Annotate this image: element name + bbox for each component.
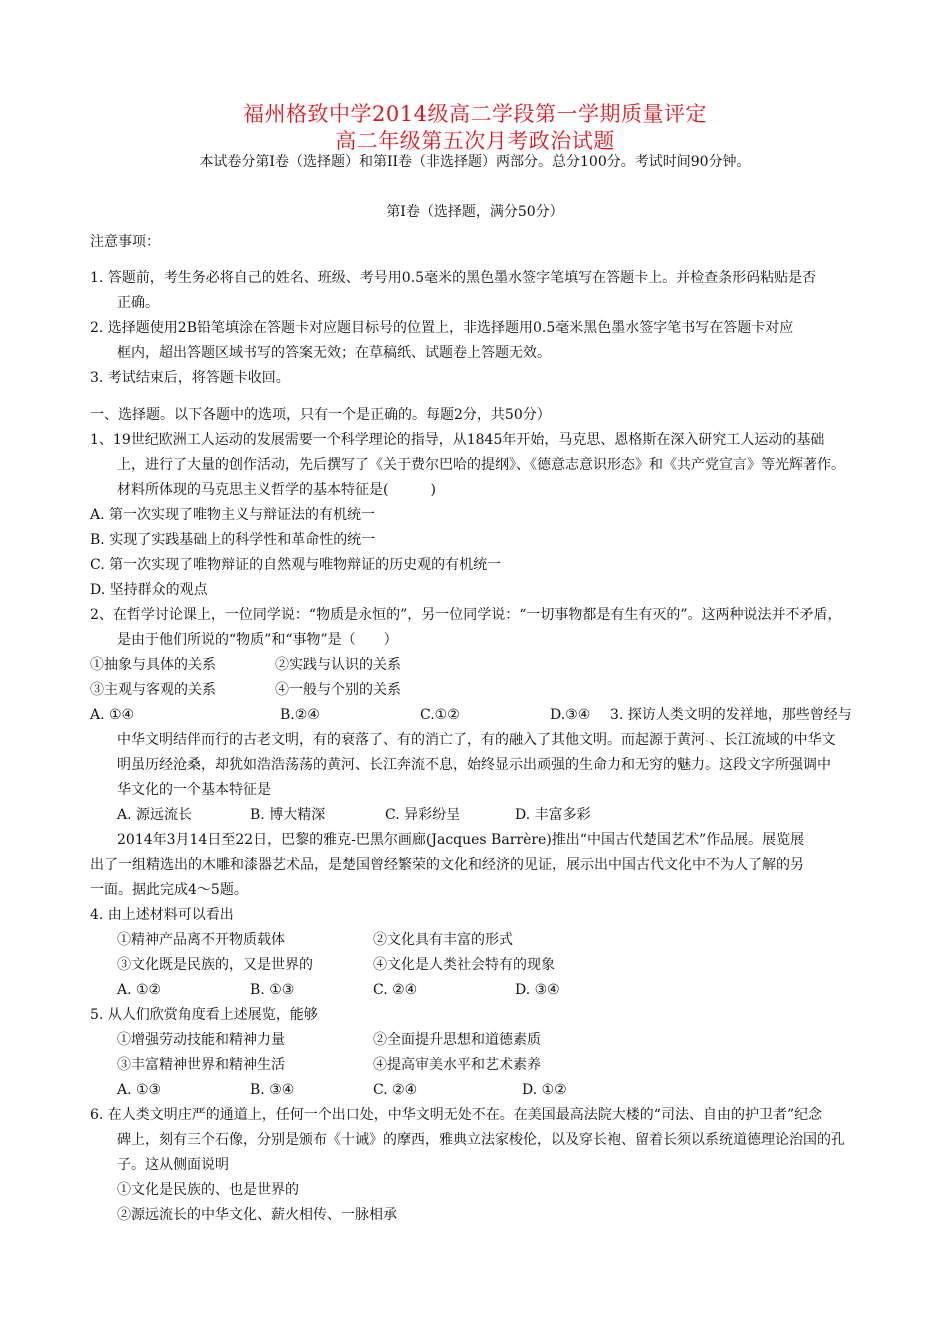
q4-item-4: ④文化是人类社会特有的现象 [373, 957, 555, 973]
exam-title-line1: 福州格致中学2014级高二学段第一学期质量评定 [243, 102, 707, 126]
q5-option-a: A. ①③ [117, 1082, 162, 1098]
q4-item-2: ②文化具有丰富的形式 [373, 932, 513, 948]
q5-option-b: B. ③④ [250, 1082, 295, 1098]
q6-item-1: ①文化是民族的、也是世界的 [117, 1182, 299, 1198]
note-1-line1: 1. 答题前，考生务必将自己的姓名、班级、考号用0.5毫米的黑色墨水签字笔填写在答题卡上。并检查条形码粘贴是否 [90, 270, 817, 286]
q2-line1: 2、在哲学讨论课上，一位同学说：“物质是永恒的”，另一位同学说：“一切事物都是有生有灭的”。这两种说法并不矛盾， [90, 607, 842, 623]
q3-option-d: D. 丰富多彩 [515, 807, 591, 823]
q6-line2: 碑上，刻有三个石像，分别是颁布《十诫》的摩西，雅典立法家梭伦，以及穿长袍、留着长须以系统道德理论治国的孔 [117, 1132, 845, 1148]
note-1-line2: 正确。 [117, 295, 159, 311]
q3-line2-text: 中华文明结伴而行的古老文明，有的衰落了、有的消亡了，有的融入了其他文明。而起源于黄河 [117, 732, 705, 748]
q5-item-2: ②全面提升思想和道德素质 [373, 1032, 541, 1048]
q5-stem: 5. 从人们欣赏角度看上述展览，能够 [90, 1007, 318, 1023]
q6-line1: 6. 在人类文明庄严的通道上，任何一个出口处，中华文明无处不在。在美国最高法院大楼的“司法、自由的护卫者”纪念 [90, 1107, 823, 1123]
q4-item-3: ③文化既是民族的，又是世界的 [117, 957, 313, 973]
q1-option-d: D. 坚持群众的观点 [90, 582, 208, 598]
q2-item-2: ②实践与认识的关系 [275, 657, 401, 673]
q2-item-1: ①抽象与具体的关系 [90, 657, 216, 673]
q2-option-c: C.①② [420, 707, 460, 723]
exam-title-line2: 高二年级第五次月考政治试题 [335, 129, 615, 153]
q2-option-d: D.③④ [550, 707, 591, 723]
q5-item-1: ①增强劳动技能和精神力量 [117, 1032, 285, 1048]
q2-item-4: ④一般与个别的关系 [275, 682, 401, 698]
q1-line2: 上，进行了大量的创作活动，先后撰写了《关于费尔巴哈的提纲》、《德意志意识形态》和《共产党宣言》等光辉著作。 [117, 457, 845, 473]
q2-line2: 是由于他们所说的“物质”和“事物”是（ ） [117, 632, 398, 648]
q4-option-a: A. ①② [117, 982, 162, 998]
q1-line1: 1、19世纪欧洲工人运动的发展需要一个科学理论的指导，从1845年开始，马克思、恩格斯在深入研究工人运动的基础 [90, 432, 825, 448]
q4-option-b: B. ①③ [250, 982, 295, 998]
q1-option-c: C. 第一次实现了唯物辩证的自然观与唯物辩证的历史观的有机统一 [90, 557, 502, 573]
q5-item-3: ③丰富精神世界和精神生活 [117, 1057, 285, 1073]
q4-option-c: C. ②④ [373, 982, 418, 998]
q2-option-a: A. ①④ [90, 707, 135, 723]
q5-option-c: C. ②④ [373, 1082, 418, 1098]
q1-option-a: A. 第一次实现了唯物主义与辩证法的有机统一 [90, 507, 376, 523]
q6-item-2: ②源远流长的中华文化、薪火相传、一脉相承 [117, 1207, 397, 1223]
note-3: 3. 考试结束后，将答题卡收回。 [90, 370, 290, 386]
note-2-line1: 2. 选择题使用2B铅笔填涂在答题卡对应题目标号的位置上，非选择题用0.5毫米黑色墨水签字笔书写在答题卡对应 [90, 320, 794, 336]
q3-line4: 华文化的一个基本特征是 [117, 782, 271, 798]
q3-line2 [117, 730, 836, 750]
q4-item-1: ①精神产品离不开物质载体 [117, 932, 285, 948]
q5-option-d: D. ①② [522, 1082, 567, 1098]
notes-title: 注意事项： [90, 234, 160, 250]
exam-intro: 本试卷分第Ⅰ卷（选择题）和第II卷（非选择题）两部分。总分100分。考试时间90分钟。 [199, 154, 751, 170]
part1-heading: 一、选择题。以下各题中的选项，只有一个是正确的。每题2分，共50分） [90, 407, 551, 423]
material-line1: 2014年3月14日至22日，巴黎的雅克-巴黑尔画廊(Jacques Barrère)推出“中国古代楚国艺术”作品展。展览展 [117, 832, 805, 848]
section-heading: 第Ⅰ卷（选择题，满分50分） [386, 204, 564, 220]
q3-line3: 明虽历经沧桑，却犹如浩浩荡荡的黄河、长江奔流不息，始终显示出顽强的生命力和无穷的魅力。这段文字所强调中 [117, 757, 831, 773]
q5-item-4: ④提高审美水平和艺术素养 [373, 1057, 541, 1073]
q2-option-b: B.②④ [280, 707, 320, 723]
note-2-line2: 框内，超出答题区域书写的答案无效；在草稿纸、试题卷上答题无效。 [117, 345, 551, 361]
q3-option-b: B. 博大精深 [250, 807, 326, 823]
q6-line3: 子。这从侧面说明 [117, 1157, 229, 1173]
material-line3: 一面。据此完成4～5题。 [90, 882, 248, 898]
q2-item-3: ③主观与客观的关系 [90, 682, 216, 698]
q4-option-d: D. ③④ [515, 982, 560, 998]
q3-line1: 3. 探访人类文明的发祥地，那些曾经与 [610, 707, 852, 723]
q3-line2-text-end: 、长江流域的中华文 [709, 732, 836, 748]
q3-option-c: C. 异彩纷呈 [385, 807, 461, 823]
q3-line2-mark: ˴ [705, 732, 710, 748]
q1-option-b: B. 实现了实践基础上的科学性和革命性的统一 [90, 532, 376, 548]
q1-line3: 材料所体现的马克思主义哲学的基本特征是( ) [117, 482, 436, 498]
q3-option-a: A. 源远流长 [117, 807, 193, 823]
q4-stem: 4. 由上述材料可以看出 [90, 907, 234, 923]
material-line2: 出了一组精选出的木雕和漆器艺术品，是楚国曾经繁荣的文化和经济的见证，展示出中国古代文化中不为人了解的另 [90, 857, 804, 873]
